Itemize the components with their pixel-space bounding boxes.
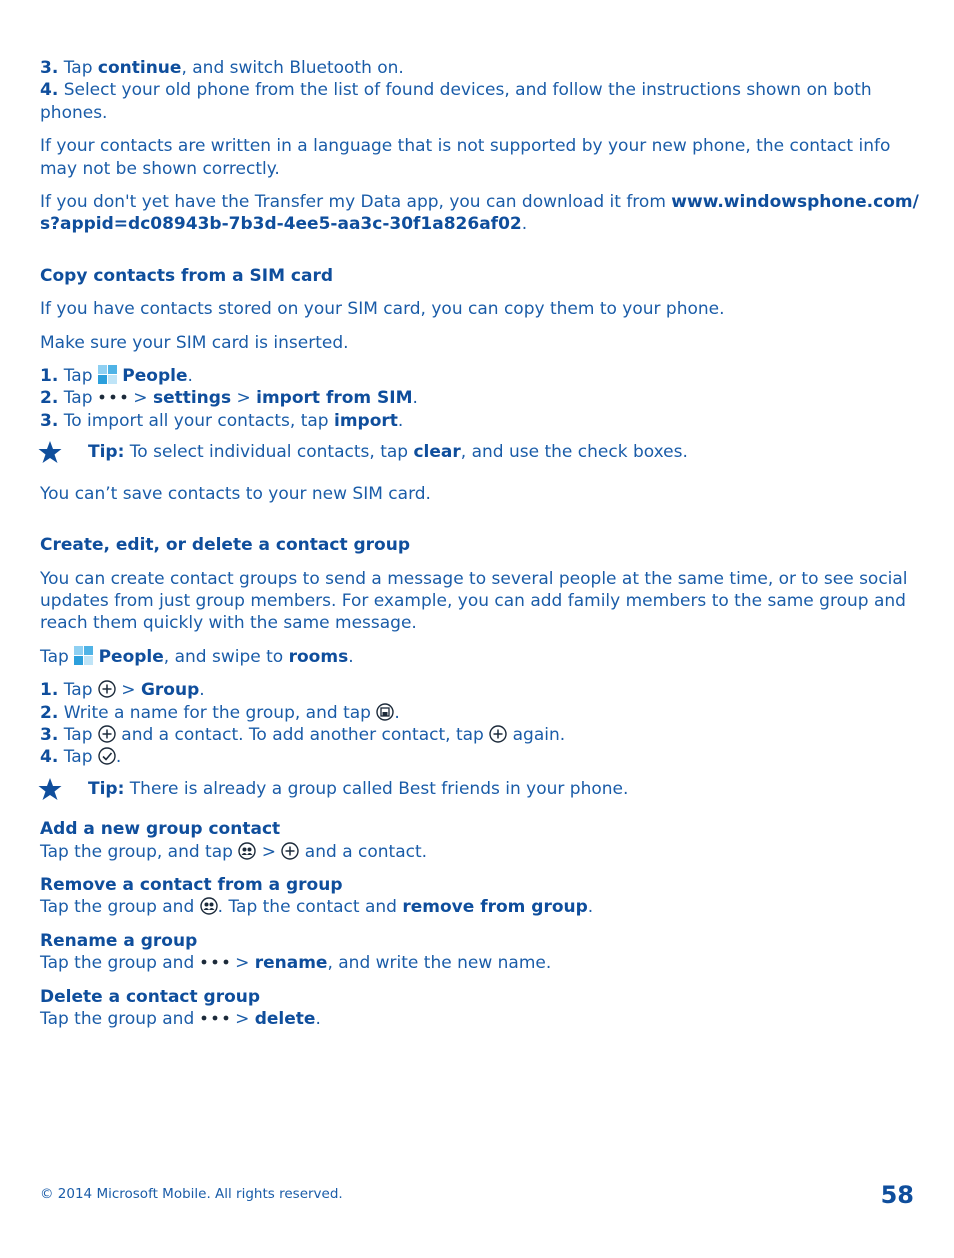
delete-group-text: Tap the group and > delete. xyxy=(40,1009,321,1029)
paragraph-download: If you don't yet have the Transfer my Data app, you can download it from www.windowsphone.com/s?appid=dc08943b-7b3d-4ee5-aa3c-30f1a826af02. xyxy=(40,192,919,235)
star-icon xyxy=(38,777,62,801)
star-icon xyxy=(38,440,62,464)
sim-step-2: 2. Tap > settings > import from SIM. xyxy=(40,388,418,409)
group-step-1: 1. Tap > Group. xyxy=(40,680,205,701)
rename-group-text: Tap the group and > rename, and write the new name. xyxy=(40,953,552,974)
step-select-phone: 4. Select your old phone from the list of found devices, and follow the instructions shown on both phones. xyxy=(40,80,872,123)
people-tile-icon xyxy=(74,646,93,665)
continue-label: continue xyxy=(97,58,182,78)
add-icon xyxy=(281,842,299,860)
heading-add-group-contact: Add a new group contact xyxy=(40,819,281,840)
group-step-3: 3. Tap and a contact. To add another contact, tap again. xyxy=(40,724,566,745)
more-dots-icon xyxy=(98,392,128,402)
add-group-contact-text: Tap the group, and tap > and a contact. xyxy=(40,841,428,862)
sim-intro: If you have contacts stored on your SIM card, you can copy them to your phone. xyxy=(40,299,725,320)
heading-copy-sim: Copy contacts from a SIM card xyxy=(40,265,334,286)
group-step-4: 4. Tap . xyxy=(40,747,122,768)
heading-rename-group: Rename a group xyxy=(40,930,198,951)
save-icon xyxy=(376,703,394,721)
sim-tip: Tip: To select individual contacts, tap clear, and use the check boxes. xyxy=(40,441,920,463)
add-icon xyxy=(98,725,116,743)
sim-ensure: Make sure your SIM card is inserted. xyxy=(40,332,349,353)
download-link[interactable]: www.windowsphone.com/s?appid=dc08943b-7b3d-4ee5-aa3c-30f1a826af02 xyxy=(40,192,919,235)
more-dots-icon xyxy=(200,1013,230,1023)
more-dots-icon xyxy=(200,957,230,967)
footer-copyright: © 2014 Microsoft Mobile. All rights reserved. xyxy=(40,1186,343,1202)
check-icon xyxy=(98,747,116,765)
members-icon xyxy=(238,842,256,860)
sim-step-3: 3. To import all your contacts, tap import. xyxy=(40,410,404,431)
heading-remove-contact: Remove a contact from a group xyxy=(40,874,343,895)
group-tip: Tip: There is already a group called Best friends in your phone. xyxy=(40,778,920,800)
sim-note: You can’t save contacts to your new SIM card. xyxy=(40,483,431,504)
step-continue: 3. Tap continue, and switch Bluetooth on. xyxy=(40,58,404,78)
people-tile-icon xyxy=(98,365,117,384)
paragraph-language: If your contacts are written in a language that is not supported by your new phone, the contact info may not be shown correctly. xyxy=(40,136,891,179)
sim-step-1: 1. Tap People. xyxy=(40,366,193,387)
group-tap-people: Tap People, and swipe to rooms. xyxy=(40,646,354,667)
group-step-2: 2. Write a name for the group, and tap . xyxy=(40,702,400,723)
add-icon xyxy=(489,725,507,743)
heading-contact-group: Create, edit, or delete a contact group xyxy=(40,535,411,556)
heading-delete-group: Delete a contact group xyxy=(40,986,261,1007)
remove-contact-text: Tap the group and . Tap the contact and remove from group. xyxy=(40,897,594,918)
page-number: 58 xyxy=(880,1181,914,1209)
group-intro: You can create contact groups to send a message to several people at the same time, or to see social updates from just group members. For example, you can add family members to the same group and reach them quickly with the same message. xyxy=(40,568,908,634)
add-icon xyxy=(98,680,116,698)
page-content xyxy=(40,57,920,1030)
members-icon xyxy=(200,897,218,915)
